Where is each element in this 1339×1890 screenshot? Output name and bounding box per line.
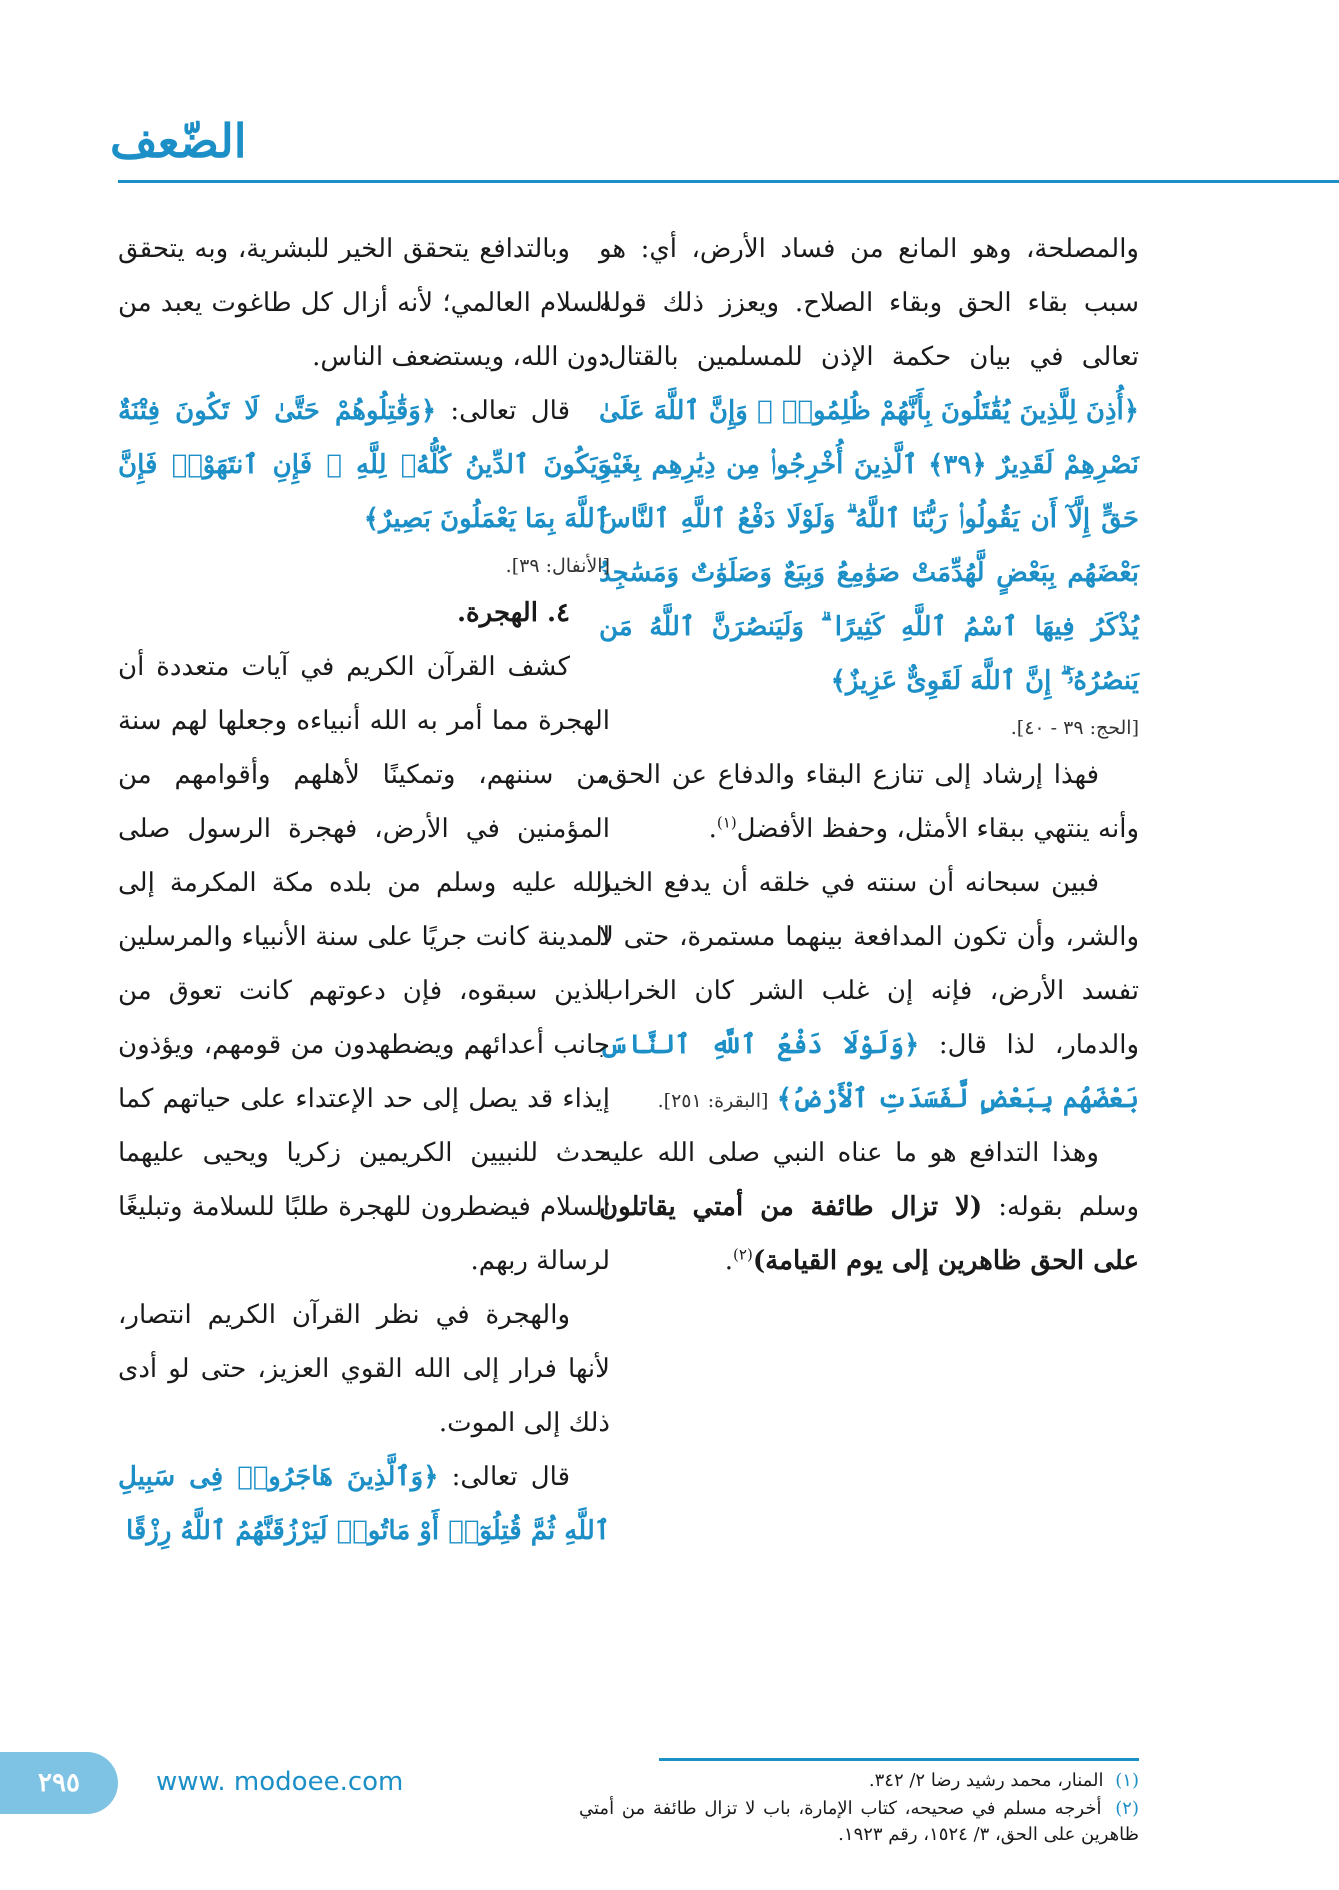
- hadith-quote: (لا تزال طائفة من أمتي يقاتلون على الحق ظاهرين إلى يوم القيامة): [599, 1192, 1139, 1276]
- footnote-text: أخرجه مسلم في صحيحه، كتاب الإمارة، باب لا تزال طائفة من أمتي ظاهرين على الحق، ٣/ ١٥٢٤، رقم ١٩٢٣.: [579, 1798, 1139, 1845]
- right-column: [599, 222, 1139, 1288]
- footnotes: [579, 1768, 1139, 1850]
- footnote: [579, 1796, 1139, 1848]
- header-divider: [118, 180, 1339, 183]
- footnote-divider: [659, 1758, 1139, 1761]
- paragraph-text: فبين سبحانه أن سنته في خلقه أن يدفع الخير والشر، وأن تكون المدافعة بينهما مستمرة، حتى لا تفسد الأرض، فإنه إن غلب الشر كان الخراب والدمار، لذا قال:: [599, 868, 1140, 1060]
- section-heading: ٤. الهجرة.: [456, 598, 570, 628]
- footnote-number: (٢): [1115, 1798, 1139, 1819]
- quran-verse: ﴿أُذِنَ لِلَّذِينَ يُقَٰتَلُونَ بِأَنَّهُمْ ظُلِمُوا۟ ۚ وَإِنَّ ٱللَّهَ عَلَىٰ نَصْرِهِمْ لَقَدِيرٌ ﴿٣٩﴾ ٱلَّذِينَ أُخْرِجُوا۟ مِن دِيَٰرِهِم بِغَيْرِ حَقٍّ إِلَّآ أَن يَقُولُوا۟ رَبُّنَا ٱللَّهُ ۗ وَلَوْلَا دَفْعُ ٱللَّهِ ٱلنَّاسَ بَعْضَهُم بِبَعْضٍ لَّهُدِّمَتْ صَوَٰمِعُ وَبِيَعٌ وَصَلَوَٰتٌ وَمَسَٰجِدُ يُذْكَرُ فِيهَا ٱسْمُ ٱللَّهِ كَثِيرًا ۗ وَلَيَنصُرَنَّ ٱللَّهُ مَن يَنصُرُهُۥٓ ۗ إِنَّ ٱللَّهَ لَقَوِىٌّ عَزِيزٌ﴾: [599, 396, 1139, 696]
- paragraph: كشف القرآن الكريم في آيات متعددة أن الهجرة مما أمر به الله أنبياءه وجعلها لهم سنة من سننهم، وتمكينًا لأهلهم وأقوامهم من المؤمنين في الأرض، فهجرة الرسول صلى الله عليه وسلم من بلده مكة المكرمة إلى المدينة كانت جريًا على سنة الأنبياء والمرسلين الذين سبقوه، فإن دعوتهم كانت تعوق من جانب أعدائهم ويضطهدون من قومهم، ويؤذون إيذاء قد يصل إلى حد الإعتداء على حياتهم كما حدث للنبيين الكريمين زكريا ويحيى عليهما السلام فيضطرون للهجرة طلبًا للسلامة وتبليغًا لرسالة ربهم.: [118, 652, 610, 1276]
- verse-reference: [البقرة: ٢٥١].: [657, 1090, 769, 1112]
- paragraph: [599, 856, 1139, 1126]
- page-title: الضّعف: [110, 114, 247, 168]
- footnote: [579, 1768, 1139, 1794]
- left-column: [118, 222, 610, 1558]
- footnote-marker[interactable]: (١): [716, 813, 737, 832]
- paragraph-text: والمصلحة، وهو المانع من فساد الأرض، أي: هو سبب بقاء الحق وبقاء الصلاح. ويعزز ذلك قوله تعالى في بيان حكمة الإذن للمسلمين بالقتال:: [599, 234, 1139, 372]
- quran-intro: قال تعالى:: [451, 1462, 571, 1492]
- paragraph: [118, 384, 610, 546]
- footnote-text: المنار، محمد رشيد رضا ٢/ ٣٤٢.: [868, 1770, 1104, 1791]
- footnote-marker[interactable]: (٢): [733, 1245, 753, 1264]
- page-number-badge: ٢٩٥: [0, 1752, 118, 1814]
- quran-verse: ﴿وَلَوْلَا دَفْعُ ٱللَّهِ ٱلنَّاسَ بَعْضَهُم بِبَعْضٍ لَّفَسَدَتِ ٱلْأَرْضُ﴾: [599, 1030, 1139, 1114]
- paragraph: وبالتدافع يتحقق الخير للبشرية، وبه يتحقق السلام العالمي؛ لأنه أزال كل طاغوت يعبد من دون الله، ويستضعف الناس.: [118, 234, 610, 372]
- paragraph-text: وهذا التدافع هو ما عناه النبي صلى الله عليه وسلم بقوله:: [599, 1138, 1140, 1222]
- quran-intro: قال تعالى:: [450, 396, 571, 426]
- paragraph-text: فهذا إرشاد إلى تنازع البقاء والدفاع عن الحق، وأنه ينتهي ببقاء الأمثل، وحفظ الأفضل: [599, 760, 1139, 844]
- quran-verse: ﴿وَقَٰتِلُوهُمْ حَتَّىٰ لَا تَكُونَ فِتْنَةٌ وَيَكُونَ ٱلدِّينُ كُلُّهُۥ لِلَّهِ ۚ فَإِنِ ٱنتَهَوْا۟ فَإِنَّ ٱللَّهَ بِمَا يَعْمَلُونَ بَصِيرٌ﴾: [118, 396, 610, 534]
- quran-verse: ﴿وَٱلَّذِينَ هَاجَرُوا۟ فِى سَبِيلِ ٱللَّهِ ثُمَّ قُتِلُوٓا۟ أَوْ مَاتُوا۟ لَيَرْزُقَنَّهُمُ ٱللَّهُ رِزْقًا: [118, 1462, 610, 1546]
- paragraph: وهذا التدافع هو ما عناه النبي صلى الله عليه وسلم بقوله: (لا تزال طائفة من أمتي يقاتلون على الحق ظاهرين إلى يوم القيامة)$^{(٢)}$.: [599, 1138, 1140, 1276]
- verse-reference: [الحج: ٣٩ - ٤٠].: [1010, 717, 1139, 739]
- paragraph: [118, 1450, 610, 1558]
- verse-reference: [الأنفال: ٣٩].: [505, 555, 610, 577]
- paragraph: والهجرة في نظر القرآن الكريم انتصار، لأنها فرار إلى الله القوي العزيز، حتى لو أدى ذلك إلى الموت.: [118, 1300, 610, 1438]
- paragraph: [599, 222, 1139, 708]
- footnote-number: (١): [1115, 1770, 1139, 1791]
- website-link[interactable]: www. modoee.com: [156, 1767, 404, 1797]
- paragraph: فهذا إرشاد إلى تنازع البقاء والدفاع عن الحق، وأنه ينتهي ببقاء الأمثل، وحفظ الأفضل$^{(١)}$.: [599, 760, 1139, 844]
